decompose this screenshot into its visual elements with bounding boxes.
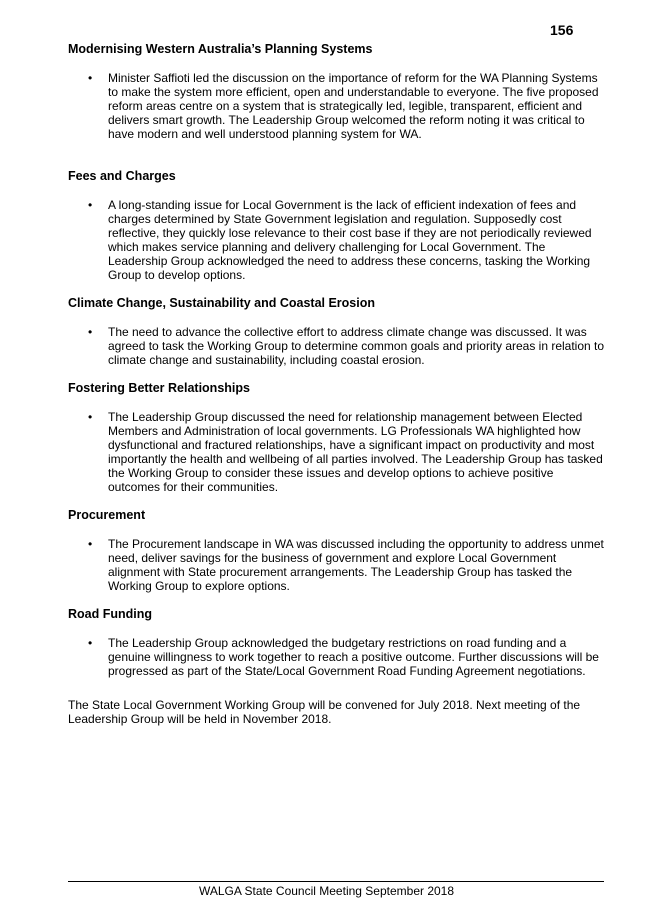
list-item bbox=[68, 325, 608, 367]
section-heading: Climate Change, Sustainability and Coastal Erosion bbox=[68, 296, 376, 310]
section-heading: Modernising Western Australia’s Planning Systems bbox=[68, 42, 373, 56]
bullet-icon: • bbox=[88, 410, 93, 424]
bullet-text: The need to advance the collective effort to address climate change was discussed. It was agreed to task the Working Group to determine common goals and priority areas in relation to climate change and sustainability, including coastal erosion. bbox=[108, 325, 605, 367]
bullet-text: Minister Saffioti led the discussion on the importance of reform for the WA Planning Systems to make the system more efficient, open and understandable to everyone. The five proposed reform areas centre on a system that is strategically led, legible, transparent, efficient and delivers smart growth. The Leadership Group welcomed the reform noting it was critical to have modern and well understood planning system for WA. bbox=[108, 71, 599, 141]
section-fostering-relationships bbox=[68, 380, 608, 494]
bullet-icon: • bbox=[88, 537, 93, 551]
closing-paragraph: The State Local Government Working Group will be convened for July 2018. Next meeting of the Leadership Group will be held in November 2018. bbox=[68, 698, 581, 726]
bullet-text: The Procurement landscape in WA was discussed including the opportunity to address unmet need, deliver savings for the business of government and explore Local Government alignment with State procurement arrangements. The Leadership Group has tasked the Working Group to explore options. bbox=[108, 537, 604, 593]
bullet-icon: • bbox=[88, 636, 93, 650]
bullet-text: A long-standing issue for Local Government is the lack of efficient indexation of fees and charges determined by State Government legislation and regulation. Supposedly cost reflective, they quickly lose relevance to their cost base if they are not periodically reviewed which makes service planning and delivery challenging for Local Government. The Leadership Group acknowledged the need to address these concerns, tasking the Working Group to develop options. bbox=[108, 198, 592, 282]
page-number: 156 bbox=[550, 22, 574, 38]
section-climate-change bbox=[68, 295, 608, 367]
bullet-list bbox=[68, 198, 608, 282]
list-item bbox=[68, 198, 608, 282]
bullet-list bbox=[68, 636, 608, 678]
list-item bbox=[68, 537, 608, 593]
bullet-list bbox=[68, 325, 608, 367]
footer-divider bbox=[68, 881, 604, 882]
bullet-icon: • bbox=[88, 198, 93, 212]
section-heading: Procurement bbox=[68, 508, 146, 522]
section-road-funding bbox=[68, 606, 608, 678]
section-planning-systems bbox=[68, 41, 608, 141]
section-heading: Road Funding bbox=[68, 607, 153, 621]
document-body bbox=[68, 41, 608, 726]
bullet-text: The Leadership Group acknowledged the budgetary restrictions on road funding and a genuine willingness to work together to reach a positive outcome. Further discussions will be progressed as part of the State/Local Government Road Funding Agreement negotiations. bbox=[108, 636, 599, 678]
list-item bbox=[68, 410, 608, 494]
bullet-list bbox=[68, 71, 608, 141]
page-footer: WALGA State Council Meeting September 2018 bbox=[198, 884, 455, 898]
list-item bbox=[68, 71, 608, 141]
bullet-list bbox=[68, 537, 608, 593]
section-heading: Fostering Better Relationships bbox=[68, 381, 250, 395]
bullet-icon: • bbox=[88, 71, 93, 85]
bullet-list bbox=[68, 410, 608, 494]
bullet-icon: • bbox=[88, 325, 93, 339]
section-fees-and-charges bbox=[68, 168, 608, 282]
section-procurement bbox=[68, 507, 608, 593]
section-heading: Fees and Charges bbox=[68, 169, 176, 183]
list-item bbox=[68, 636, 608, 678]
bullet-text: The Leadership Group discussed the need for relationship management between Elected Members and Administration of local governments. LG Professionals WA highlighted how dysfunctional and fractured relationships, have a significant impact on productivity and most importantly the health and wellbeing of all parties involved. The Leadership Group has tasked the Working Group to consider these issues and develop options to achieve positive outcomes for their communities. bbox=[108, 410, 603, 494]
